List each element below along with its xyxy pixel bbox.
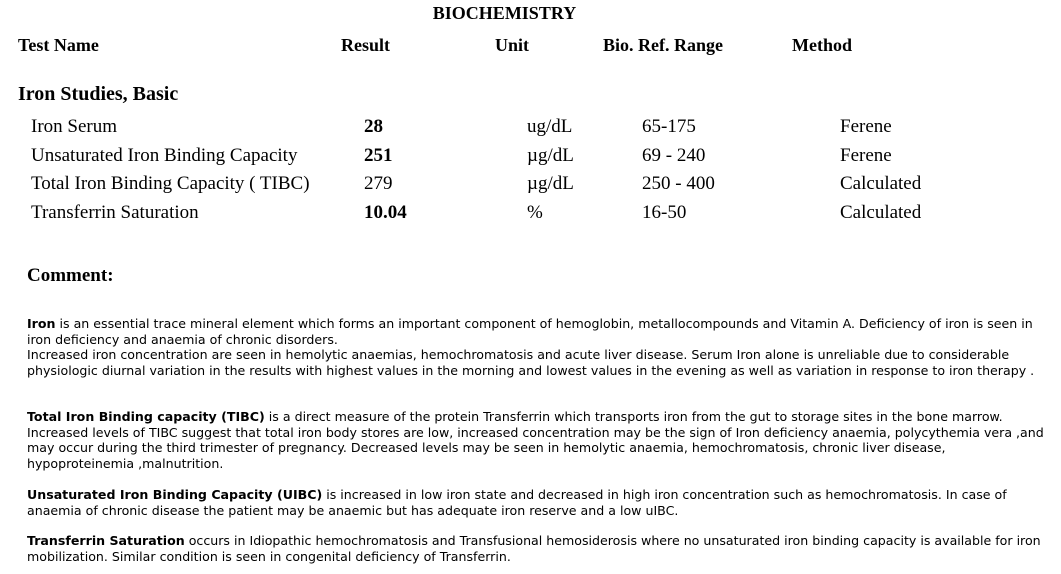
comment-text: Increased iron concentration are seen in hemolytic anaemias, hemochromatosis and acute liver disease. Serum Iron alone is unreliable due to considerable physiologic diurnal variation in the results with highest values in the morning and lowest values in the evening as well as variation in response to iron therapy . [27,347,1035,378]
test-unit: µg/dL [527,145,574,166]
test-unit: ug/dL [527,116,573,137]
header-method: Method [792,35,852,55]
test-unit: µg/dL [527,173,574,194]
comment-paragraph-transferrin [27,533,1052,564]
comment-term: Total Iron Binding capacity (TIBC) [27,409,265,424]
table-row [0,116,1000,142]
test-unit: % [527,202,543,223]
comment-paragraph-iron [27,316,1052,378]
test-name: Iron Serum [31,116,118,137]
table-row [0,173,1000,199]
test-ref-range: 250 - 400 [642,173,715,194]
comment-heading: Comment: [27,265,114,286]
test-method: Calculated [840,173,922,194]
test-result: 279 [364,173,393,194]
comment-paragraph-uibc [27,487,1052,518]
comment-text: is a direct measure of the protein Transferrin which transports iron from the gut to storage sites in the bone marrow. Increased levels of TIBC suggest that total iron body stores are low, increased concentration may be the sign of Iron deficiency anaemia, polycythemia vera ,and may occur during the third trimester of pregnancy. Decreased levels may be seen in hemolytic anaemia, hemochromatosis, chronic liver disease, hypoproteinemia ,malnutrition. [27,409,1044,471]
section-title: Iron Studies, Basic [18,83,179,105]
comment-term: Transferrin Saturation [27,533,185,548]
header-ref-range: Bio. Ref. Range [603,35,723,55]
table-row [0,145,1000,171]
test-method: Ferene [840,145,892,166]
test-name: Total Iron Binding Capacity ( TIBC) [31,173,310,194]
header-unit: Unit [495,35,530,55]
comment-term: Iron [27,316,56,331]
test-result: 10.04 [364,202,407,223]
header-result: Result [341,35,390,55]
test-ref-range: 16-50 [642,202,687,223]
test-method: Ferene [840,116,892,137]
test-result: 251 [364,145,393,166]
comment-text: is increased in low iron state and decreased in high iron concentration such as hemochromatosis. In case of anaemia of chronic disease the patient may be anaemic but has adequate iron reserve and a low uIBC. [27,487,1007,518]
test-name: Transferrin Saturation [31,202,199,223]
test-method: Calculated [840,202,922,223]
header-test-name: Test Name [18,35,99,55]
comment-text: occurs in Idiopathic hemochromatosis and Transfusional hemosiderosis where no unsaturated iron binding capacity is available for iron mobilization. Similar condition is seen in congenital deficiency of Transferrin. [27,533,1041,564]
comment-text: is an essential trace mineral element which forms an important component of hemoglobin, metallocompounds and Vitamin A. Deficiency of iron is seen in iron deficiency and anaemia of chronic disorders. [27,316,1033,347]
page-title: BIOCHEMISTRY [432,3,577,23]
comment-paragraph-tibc [27,409,1052,471]
test-name: Unsaturated Iron Binding Capacity [31,145,298,166]
comment-term: Unsaturated Iron Binding Capacity (UIBC) [27,487,323,502]
test-ref-range: 65-175 [642,116,696,137]
test-ref-range: 69 - 240 [642,145,706,166]
table-row [0,202,1000,228]
test-result: 28 [364,116,383,137]
